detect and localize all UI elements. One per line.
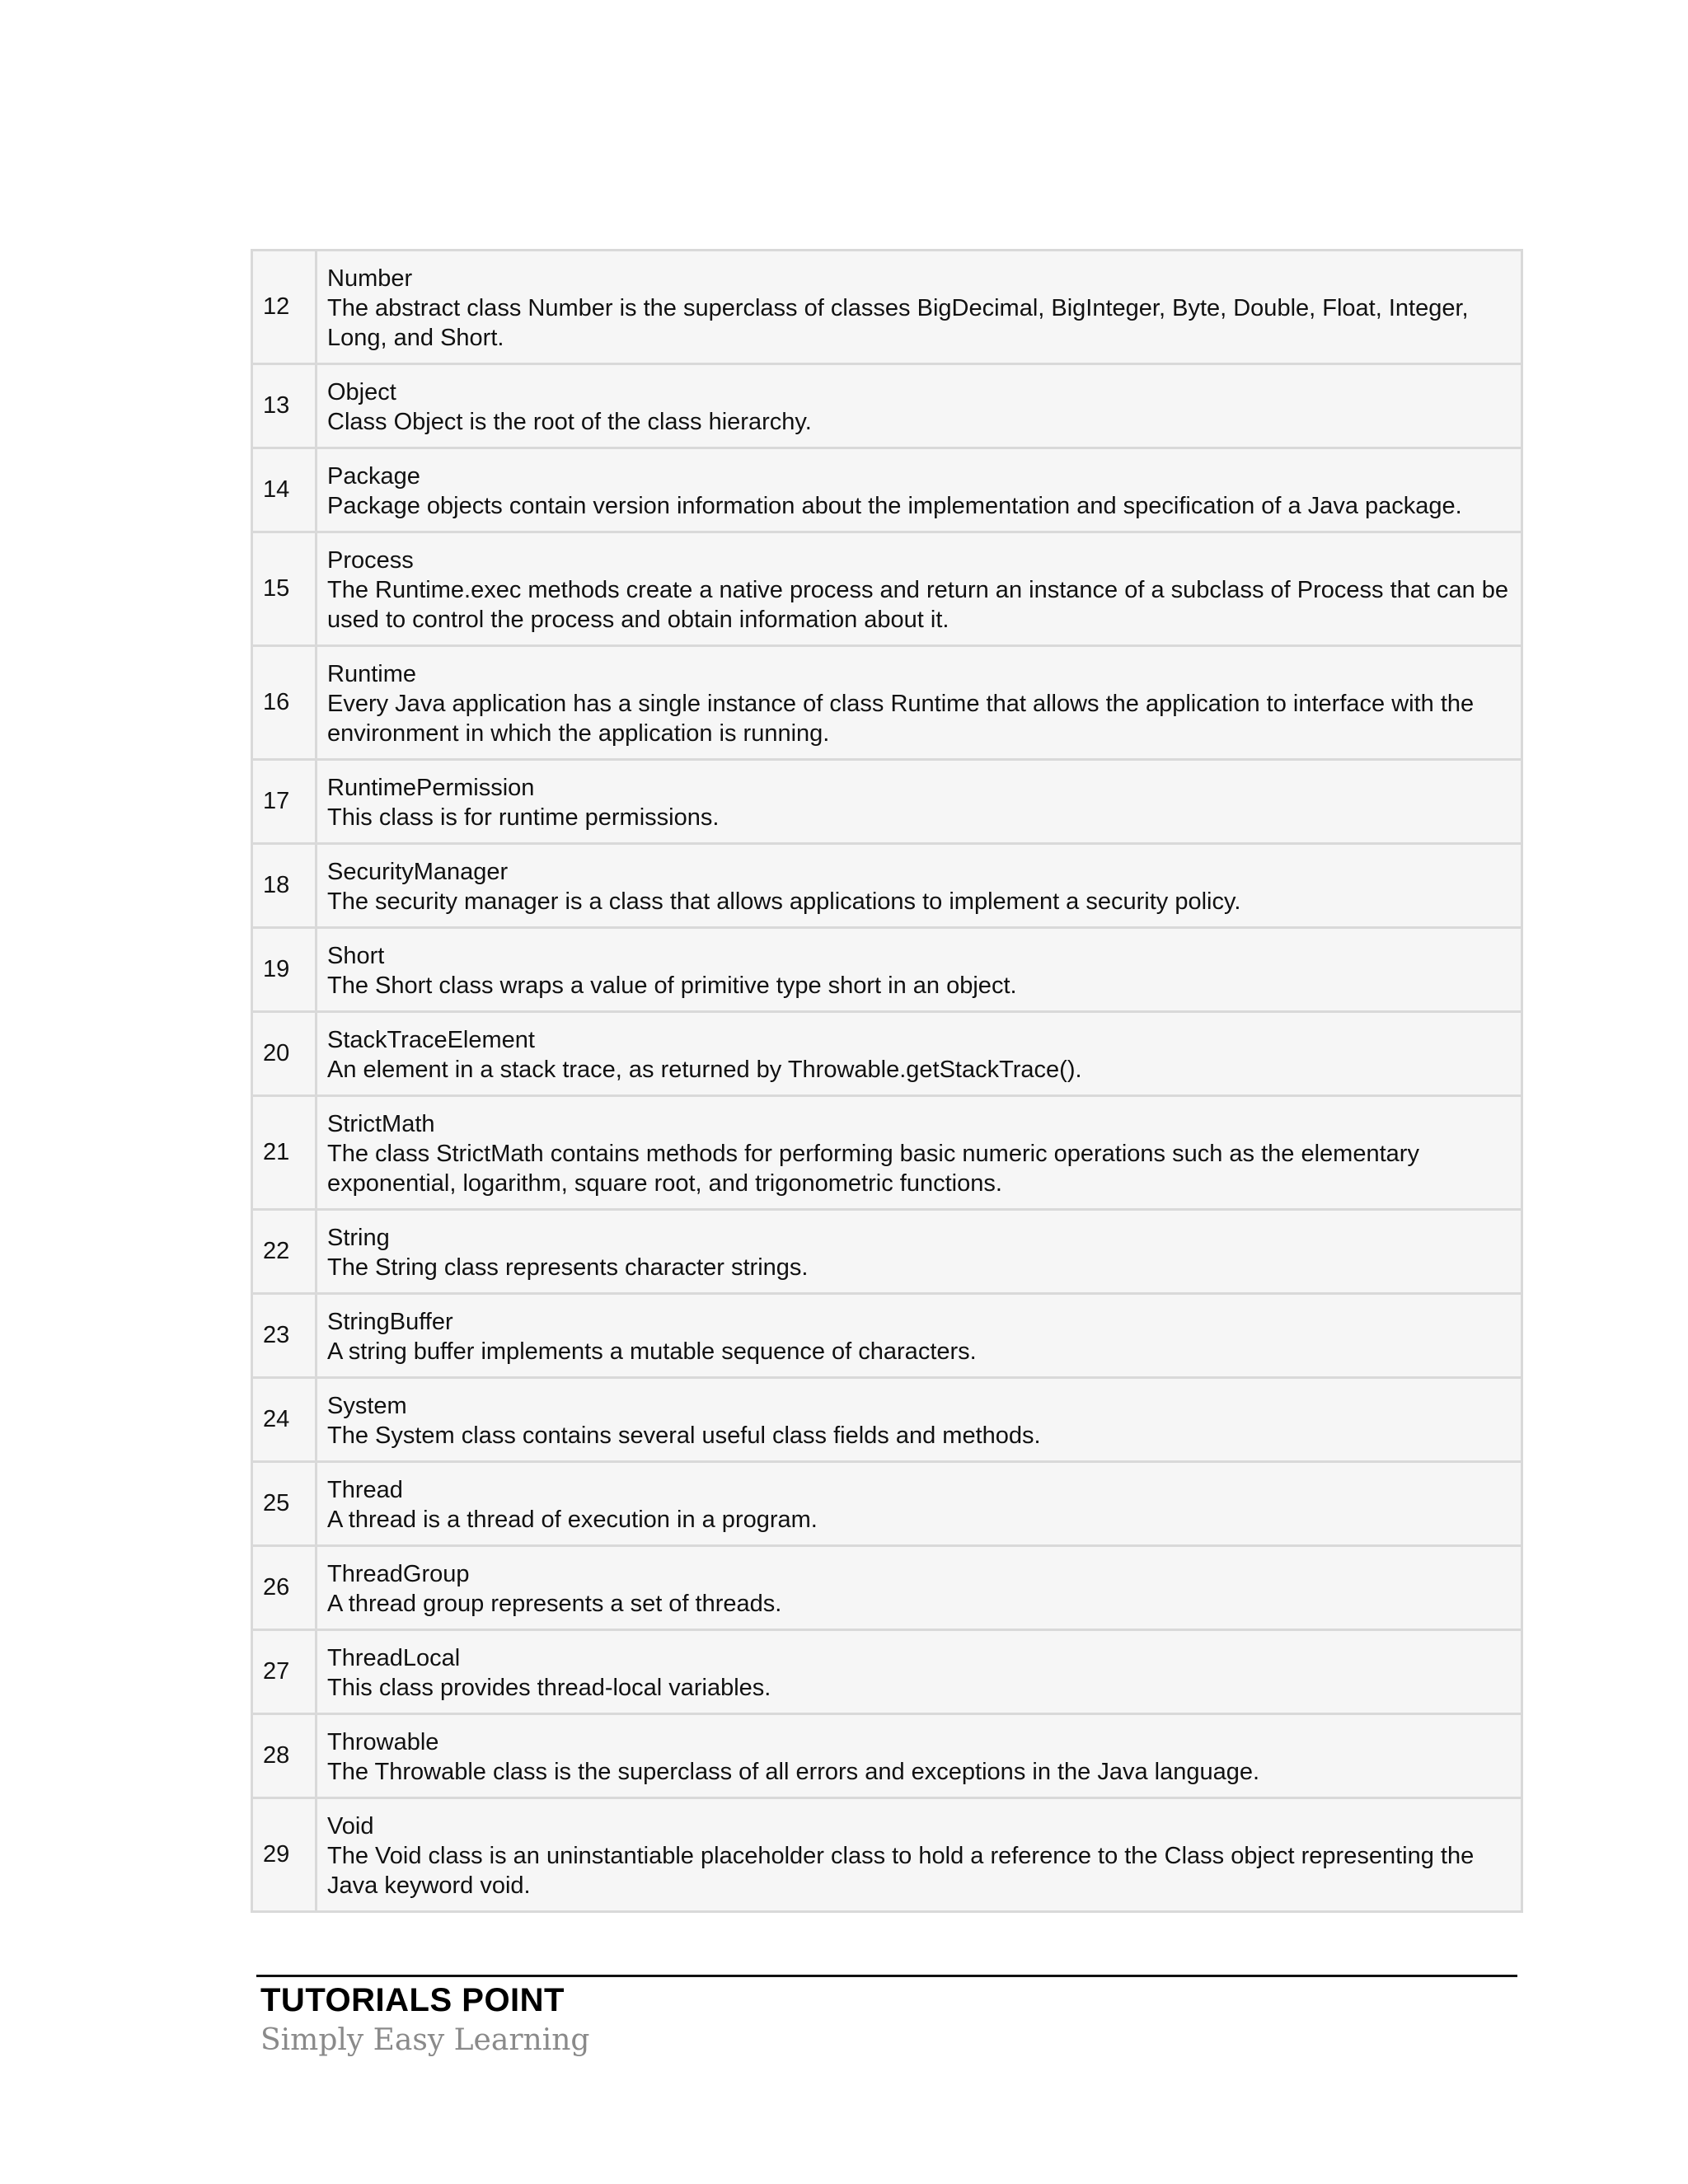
row-number: 20 — [252, 1012, 316, 1096]
class-description: Every Java application has a single instance of class Runtime that allows the application to interface with the environment in which the application is running. — [327, 691, 1475, 747]
class-name: ThreadLocal — [327, 1645, 461, 1671]
class-description: This class provides thread-local variables. — [327, 1675, 771, 1701]
footer-tagline: Simply Easy Learning — [260, 2023, 590, 2057]
class-cell — [316, 1798, 1522, 1912]
class-description: The class StrictMath contains methods for performing basic numeric operations such as the elementary exponential, logarithm, square root, and trigonometric functions. — [327, 1141, 1419, 1197]
row-number: 28 — [252, 1714, 316, 1798]
row-number: 25 — [252, 1462, 316, 1546]
table-row — [252, 928, 1522, 1012]
row-number: 24 — [252, 1378, 316, 1462]
row-number: 15 — [252, 532, 316, 646]
class-cell — [316, 928, 1522, 1012]
class-cell — [316, 1294, 1522, 1378]
row-number: 19 — [252, 928, 316, 1012]
class-name: String — [327, 1225, 390, 1251]
class-name: Throwable — [327, 1729, 439, 1755]
class-cell — [316, 1096, 1522, 1210]
class-description: A string buffer implements a mutable sequence of characters. — [327, 1338, 977, 1365]
class-name: StringBuffer — [327, 1309, 453, 1335]
class-cell — [316, 646, 1522, 760]
table-row — [252, 844, 1522, 928]
class-description: Package objects contain version information about the implementation and specification of a Java package. — [327, 493, 1462, 519]
class-cell — [316, 1462, 1522, 1546]
table-row — [252, 1546, 1522, 1630]
class-description: A thread is a thread of execution in a program. — [327, 1507, 818, 1533]
row-number: 13 — [252, 364, 316, 448]
class-description: The Void class is an uninstantiable placeholder class to hold a reference to the Class object representing the Java keyword void. — [327, 1843, 1475, 1899]
class-name: Thread — [327, 1477, 403, 1503]
class-name: Runtime — [327, 661, 416, 687]
table-row — [252, 1210, 1522, 1294]
table-row — [252, 1630, 1522, 1714]
class-description: The System class contains several useful class fields and methods. — [327, 1422, 1041, 1449]
class-cell — [316, 532, 1522, 646]
class-description: The String class represents character strings. — [327, 1254, 809, 1281]
class-cell — [316, 251, 1522, 364]
table-row — [252, 448, 1522, 532]
row-number: 21 — [252, 1096, 316, 1210]
class-cell — [316, 1210, 1522, 1294]
footer-divider — [256, 1975, 1517, 1977]
class-name: System — [327, 1393, 407, 1419]
class-name: SecurityManager — [327, 859, 509, 885]
table-row — [252, 1294, 1522, 1378]
row-number: 26 — [252, 1546, 316, 1630]
class-description: The abstract class Number is the superclass of classes BigDecimal, BigInteger, Byte, Double, Float, Integer, Long, and Short. — [327, 295, 1469, 351]
class-name: ThreadGroup — [327, 1561, 470, 1587]
class-description: Class Object is the root of the class hierarchy. — [327, 409, 812, 435]
class-name: Short — [327, 943, 385, 969]
table-row — [252, 532, 1522, 646]
class-cell — [316, 364, 1522, 448]
class-name: StackTraceElement — [327, 1027, 535, 1053]
class-description: The Throwable class is the superclass of all errors and exceptions in the Java language. — [327, 1759, 1260, 1785]
table-body — [252, 251, 1522, 1912]
class-name: StrictMath — [327, 1111, 435, 1137]
row-number: 17 — [252, 760, 316, 844]
table-row — [252, 760, 1522, 844]
class-name: Number — [327, 265, 413, 292]
class-name: Process — [327, 547, 414, 574]
table-row — [252, 646, 1522, 760]
class-description: An element in a stack trace, as returned by Throwable.getStackTrace(). — [327, 1057, 1082, 1083]
class-cell — [316, 1630, 1522, 1714]
class-description: The Runtime.exec methods create a native process and return an instance of a subclass of Process that can be used to control the process and obtain information about it. — [327, 577, 1509, 633]
row-number: 14 — [252, 448, 316, 532]
row-number: 23 — [252, 1294, 316, 1378]
table-row — [252, 251, 1522, 364]
footer-brand: TUTORIALS POINT — [260, 1982, 565, 2018]
row-number: 16 — [252, 646, 316, 760]
table-row — [252, 1378, 1522, 1462]
class-cell — [316, 1546, 1522, 1630]
class-name: Package — [327, 463, 420, 490]
row-number: 18 — [252, 844, 316, 928]
class-cell — [316, 1714, 1522, 1798]
row-number: 29 — [252, 1798, 316, 1912]
class-name: Void — [327, 1813, 374, 1840]
class-cell — [316, 760, 1522, 844]
class-cell — [316, 844, 1522, 928]
row-number: 22 — [252, 1210, 316, 1294]
class-description: The security manager is a class that allows applications to implement a security policy. — [327, 888, 1241, 915]
class-name: Object — [327, 379, 396, 405]
table-row — [252, 1012, 1522, 1096]
class-name: RuntimePermission — [327, 775, 535, 801]
row-number: 27 — [252, 1630, 316, 1714]
class-description: This class is for runtime permissions. — [327, 804, 720, 831]
class-cell — [316, 448, 1522, 532]
class-description: The Short class wraps a value of primitive type short in an object. — [327, 972, 1017, 999]
java-lang-classes-table — [251, 249, 1523, 1913]
table-row — [252, 1798, 1522, 1912]
class-cell — [316, 1012, 1522, 1096]
table-row — [252, 1714, 1522, 1798]
table-row — [252, 1462, 1522, 1546]
table-row — [252, 364, 1522, 448]
class-description: A thread group represents a set of threads. — [327, 1591, 782, 1617]
table-row — [252, 1096, 1522, 1210]
class-cell — [316, 1378, 1522, 1462]
row-number: 12 — [252, 251, 316, 364]
